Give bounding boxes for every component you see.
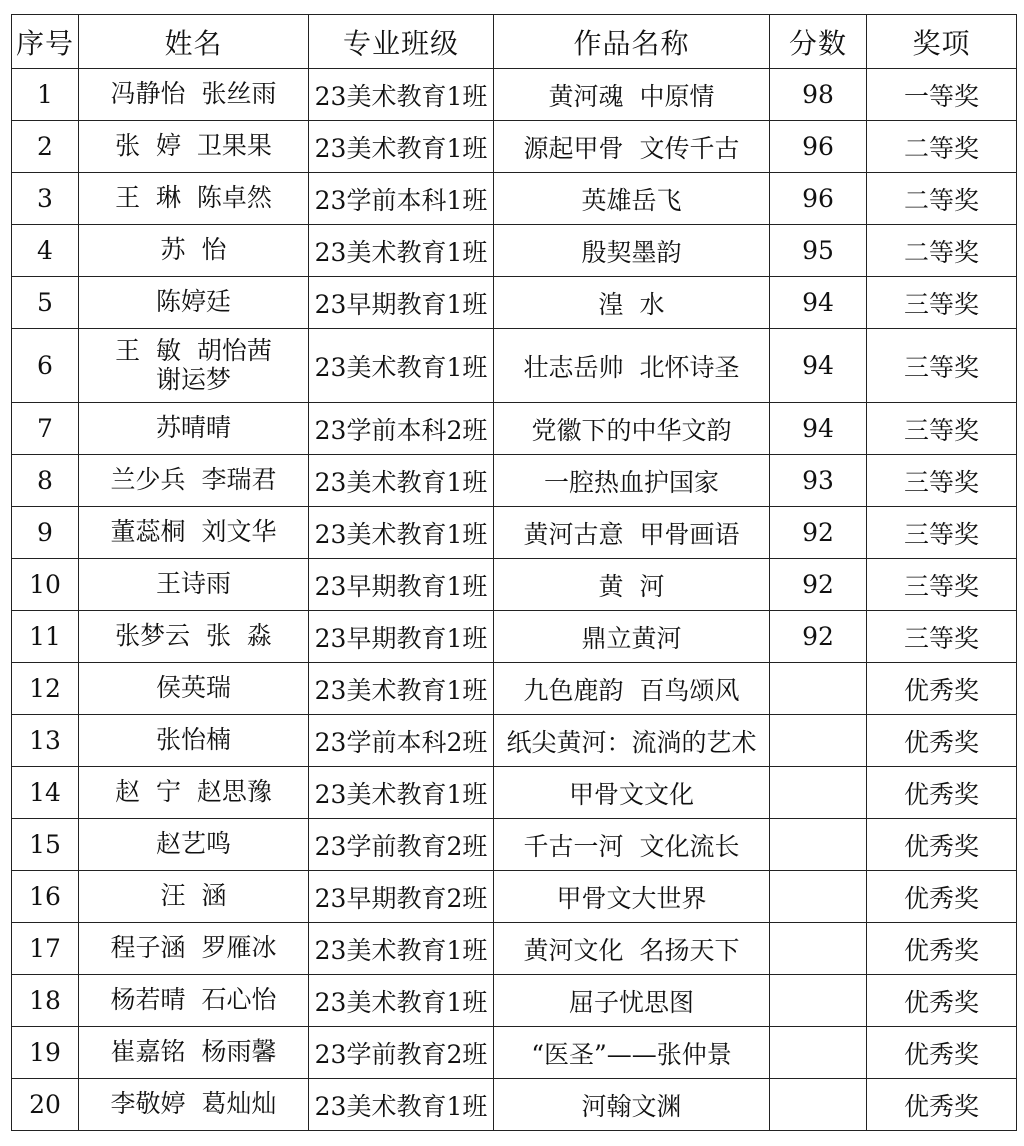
score-cell: 92 — [770, 611, 867, 663]
class-cell: 23学前本科2班 — [309, 715, 494, 767]
table-row — [12, 1027, 1017, 1079]
work-title-cell: 黄河古意 甲骨画语 — [494, 507, 770, 559]
score-cell: 93 — [770, 455, 867, 507]
row-number-cell: 1 — [12, 69, 79, 121]
award-cell: 三等奖 — [867, 403, 1017, 455]
row-number-cell: 3 — [12, 173, 79, 225]
award-cell: 二等奖 — [867, 225, 1017, 277]
work-title-cell: 鼎立黄河 — [494, 611, 770, 663]
awards-table — [11, 14, 1017, 1131]
score-cell: 94 — [770, 329, 867, 403]
work-title-cell: 源起甲骨 文传千古 — [494, 121, 770, 173]
name-cell: 赵艺鸣 — [79, 819, 309, 871]
name-cell: 张梦云 张 淼 — [79, 611, 309, 663]
table-row — [12, 611, 1017, 663]
class-cell: 23早期教育2班 — [309, 871, 494, 923]
award-cell: 三等奖 — [867, 559, 1017, 611]
work-title-cell: 殷契墨韵 — [494, 225, 770, 277]
name-cell: 张怡楠 — [79, 715, 309, 767]
score-cell — [770, 767, 867, 819]
table-row — [12, 923, 1017, 975]
class-cell: 23美术教育1班 — [309, 975, 494, 1027]
award-cell: 三等奖 — [867, 277, 1017, 329]
work-title-cell: 千古一河 文化流长 — [494, 819, 770, 871]
class-cell: 23美术教育1班 — [309, 455, 494, 507]
row-number-cell: 12 — [12, 663, 79, 715]
award-cell: 优秀奖 — [867, 767, 1017, 819]
name-cell: 兰少兵 李瑞君 — [79, 455, 309, 507]
row-number-cell: 16 — [12, 871, 79, 923]
score-cell — [770, 715, 867, 767]
row-number-cell: 7 — [12, 403, 79, 455]
table-row — [12, 715, 1017, 767]
name-cell: 董蕊桐 刘文华 — [79, 507, 309, 559]
row-number-cell: 15 — [12, 819, 79, 871]
award-cell: 三等奖 — [867, 611, 1017, 663]
table-row — [12, 559, 1017, 611]
score-cell: 95 — [770, 225, 867, 277]
score-cell: 98 — [770, 69, 867, 121]
name-cell: 汪 涵 — [79, 871, 309, 923]
score-cell — [770, 1027, 867, 1079]
award-cell: 优秀奖 — [867, 663, 1017, 715]
class-cell: 23学前本科2班 — [309, 403, 494, 455]
work-title-cell: 河翰文渊 — [494, 1079, 770, 1131]
row-number-cell: 18 — [12, 975, 79, 1027]
award-cell: 三等奖 — [867, 507, 1017, 559]
name-cell: 苏晴晴 — [79, 403, 309, 455]
name-cell: 崔嘉铭 杨雨馨 — [79, 1027, 309, 1079]
row-number-cell: 17 — [12, 923, 79, 975]
row-number-cell: 6 — [12, 329, 79, 403]
work-title-cell: 屈子忧思图 — [494, 975, 770, 1027]
class-cell: 23美术教育1班 — [309, 663, 494, 715]
work-title-cell: “医圣”——张仲景 — [494, 1027, 770, 1079]
header-row — [12, 15, 1017, 69]
score-cell: 92 — [770, 559, 867, 611]
row-number-cell: 11 — [12, 611, 79, 663]
table-row — [12, 173, 1017, 225]
table-row — [12, 975, 1017, 1027]
award-cell: 一等奖 — [867, 69, 1017, 121]
row-number-cell: 10 — [12, 559, 79, 611]
work-title-cell: 甲骨文大世界 — [494, 871, 770, 923]
name-cell: 冯静怡 张丝雨 — [79, 69, 309, 121]
row-number-cell: 19 — [12, 1027, 79, 1079]
class-cell: 23学前教育2班 — [309, 819, 494, 871]
award-cell: 优秀奖 — [867, 715, 1017, 767]
row-number-cell: 5 — [12, 277, 79, 329]
work-title-cell: 英雄岳飞 — [494, 173, 770, 225]
table-row — [12, 767, 1017, 819]
row-number-cell: 4 — [12, 225, 79, 277]
score-cell — [770, 923, 867, 975]
award-cell: 优秀奖 — [867, 1079, 1017, 1131]
award-cell: 优秀奖 — [867, 923, 1017, 975]
table-row — [12, 225, 1017, 277]
name-cell: 王诗雨 — [79, 559, 309, 611]
score-cell — [770, 975, 867, 1027]
award-cell: 二等奖 — [867, 173, 1017, 225]
name-cell: 陈婷廷 — [79, 277, 309, 329]
row-number-cell: 9 — [12, 507, 79, 559]
work-title-cell: 九色鹿韵 百鸟颂风 — [494, 663, 770, 715]
score-cell — [770, 871, 867, 923]
table-row — [12, 455, 1017, 507]
name-cell: 杨若晴 石心怡 — [79, 975, 309, 1027]
work-title-cell: 纸尖黄河：流淌的艺术 — [494, 715, 770, 767]
work-title-cell: 壮志岳帅 北怀诗圣 — [494, 329, 770, 403]
table-row — [12, 871, 1017, 923]
score-cell — [770, 1079, 867, 1131]
header-award: 奖项 — [867, 15, 1017, 69]
award-cell: 优秀奖 — [867, 819, 1017, 871]
row-number-cell: 2 — [12, 121, 79, 173]
header-no: 序号 — [12, 15, 79, 69]
award-cell: 优秀奖 — [867, 975, 1017, 1027]
table-row — [12, 277, 1017, 329]
header-class: 专业班级 — [309, 15, 494, 69]
award-cell: 三等奖 — [867, 329, 1017, 403]
class-cell: 23学前本科1班 — [309, 173, 494, 225]
work-title-cell: 党徽下的中华文韵 — [494, 403, 770, 455]
row-number-cell: 20 — [12, 1079, 79, 1131]
header-score: 分数 — [770, 15, 867, 69]
class-cell: 23学前教育2班 — [309, 1027, 494, 1079]
award-cell: 二等奖 — [867, 121, 1017, 173]
award-cell: 优秀奖 — [867, 1027, 1017, 1079]
name-cell: 苏 怡 — [79, 225, 309, 277]
class-cell: 23美术教育1班 — [309, 329, 494, 403]
name-cell: 赵 宁 赵思豫 — [79, 767, 309, 819]
class-cell: 23美术教育1班 — [309, 69, 494, 121]
class-cell: 23美术教育1班 — [309, 507, 494, 559]
table-row — [12, 121, 1017, 173]
name-cell: 王 敏 胡怡茜 谢运梦 — [79, 329, 309, 403]
score-cell: 96 — [770, 121, 867, 173]
table-row — [12, 663, 1017, 715]
work-title-cell: 黄河魂 中原情 — [494, 69, 770, 121]
class-cell: 23美术教育1班 — [309, 767, 494, 819]
header-work: 作品名称 — [494, 15, 770, 69]
work-title-cell: 黄 河 — [494, 559, 770, 611]
table-row — [12, 403, 1017, 455]
class-cell: 23早期教育1班 — [309, 559, 494, 611]
score-cell — [770, 663, 867, 715]
table-row — [12, 507, 1017, 559]
class-cell: 23美术教育1班 — [309, 225, 494, 277]
name-cell: 程子涵 罗雁冰 — [79, 923, 309, 975]
name-cell: 王 琳 陈卓然 — [79, 173, 309, 225]
class-cell: 23早期教育1班 — [309, 277, 494, 329]
work-title-cell: 湟 水 — [494, 277, 770, 329]
work-title-cell: 一腔热血护国家 — [494, 455, 770, 507]
row-number-cell: 8 — [12, 455, 79, 507]
table-row — [12, 1079, 1017, 1131]
work-title-cell: 甲骨文文化 — [494, 767, 770, 819]
header-name: 姓名 — [79, 15, 309, 69]
name-cell: 侯英瑞 — [79, 663, 309, 715]
table-body — [12, 69, 1017, 1131]
work-title-cell: 黄河文化 名扬天下 — [494, 923, 770, 975]
class-cell: 23美术教育1班 — [309, 1079, 494, 1131]
score-cell: 96 — [770, 173, 867, 225]
name-cell: 张 婷 卫果果 — [79, 121, 309, 173]
class-cell: 23美术教育1班 — [309, 923, 494, 975]
row-number-cell: 14 — [12, 767, 79, 819]
table-row — [12, 69, 1017, 121]
name-cell: 李敬婷 葛灿灿 — [79, 1079, 309, 1131]
class-cell: 23美术教育1班 — [309, 121, 494, 173]
score-cell: 92 — [770, 507, 867, 559]
score-cell — [770, 819, 867, 871]
score-cell: 94 — [770, 277, 867, 329]
table-row — [12, 329, 1017, 403]
row-number-cell: 13 — [12, 715, 79, 767]
class-cell: 23早期教育1班 — [309, 611, 494, 663]
table-row — [12, 819, 1017, 871]
award-cell: 三等奖 — [867, 455, 1017, 507]
award-cell: 优秀奖 — [867, 871, 1017, 923]
score-cell: 94 — [770, 403, 867, 455]
